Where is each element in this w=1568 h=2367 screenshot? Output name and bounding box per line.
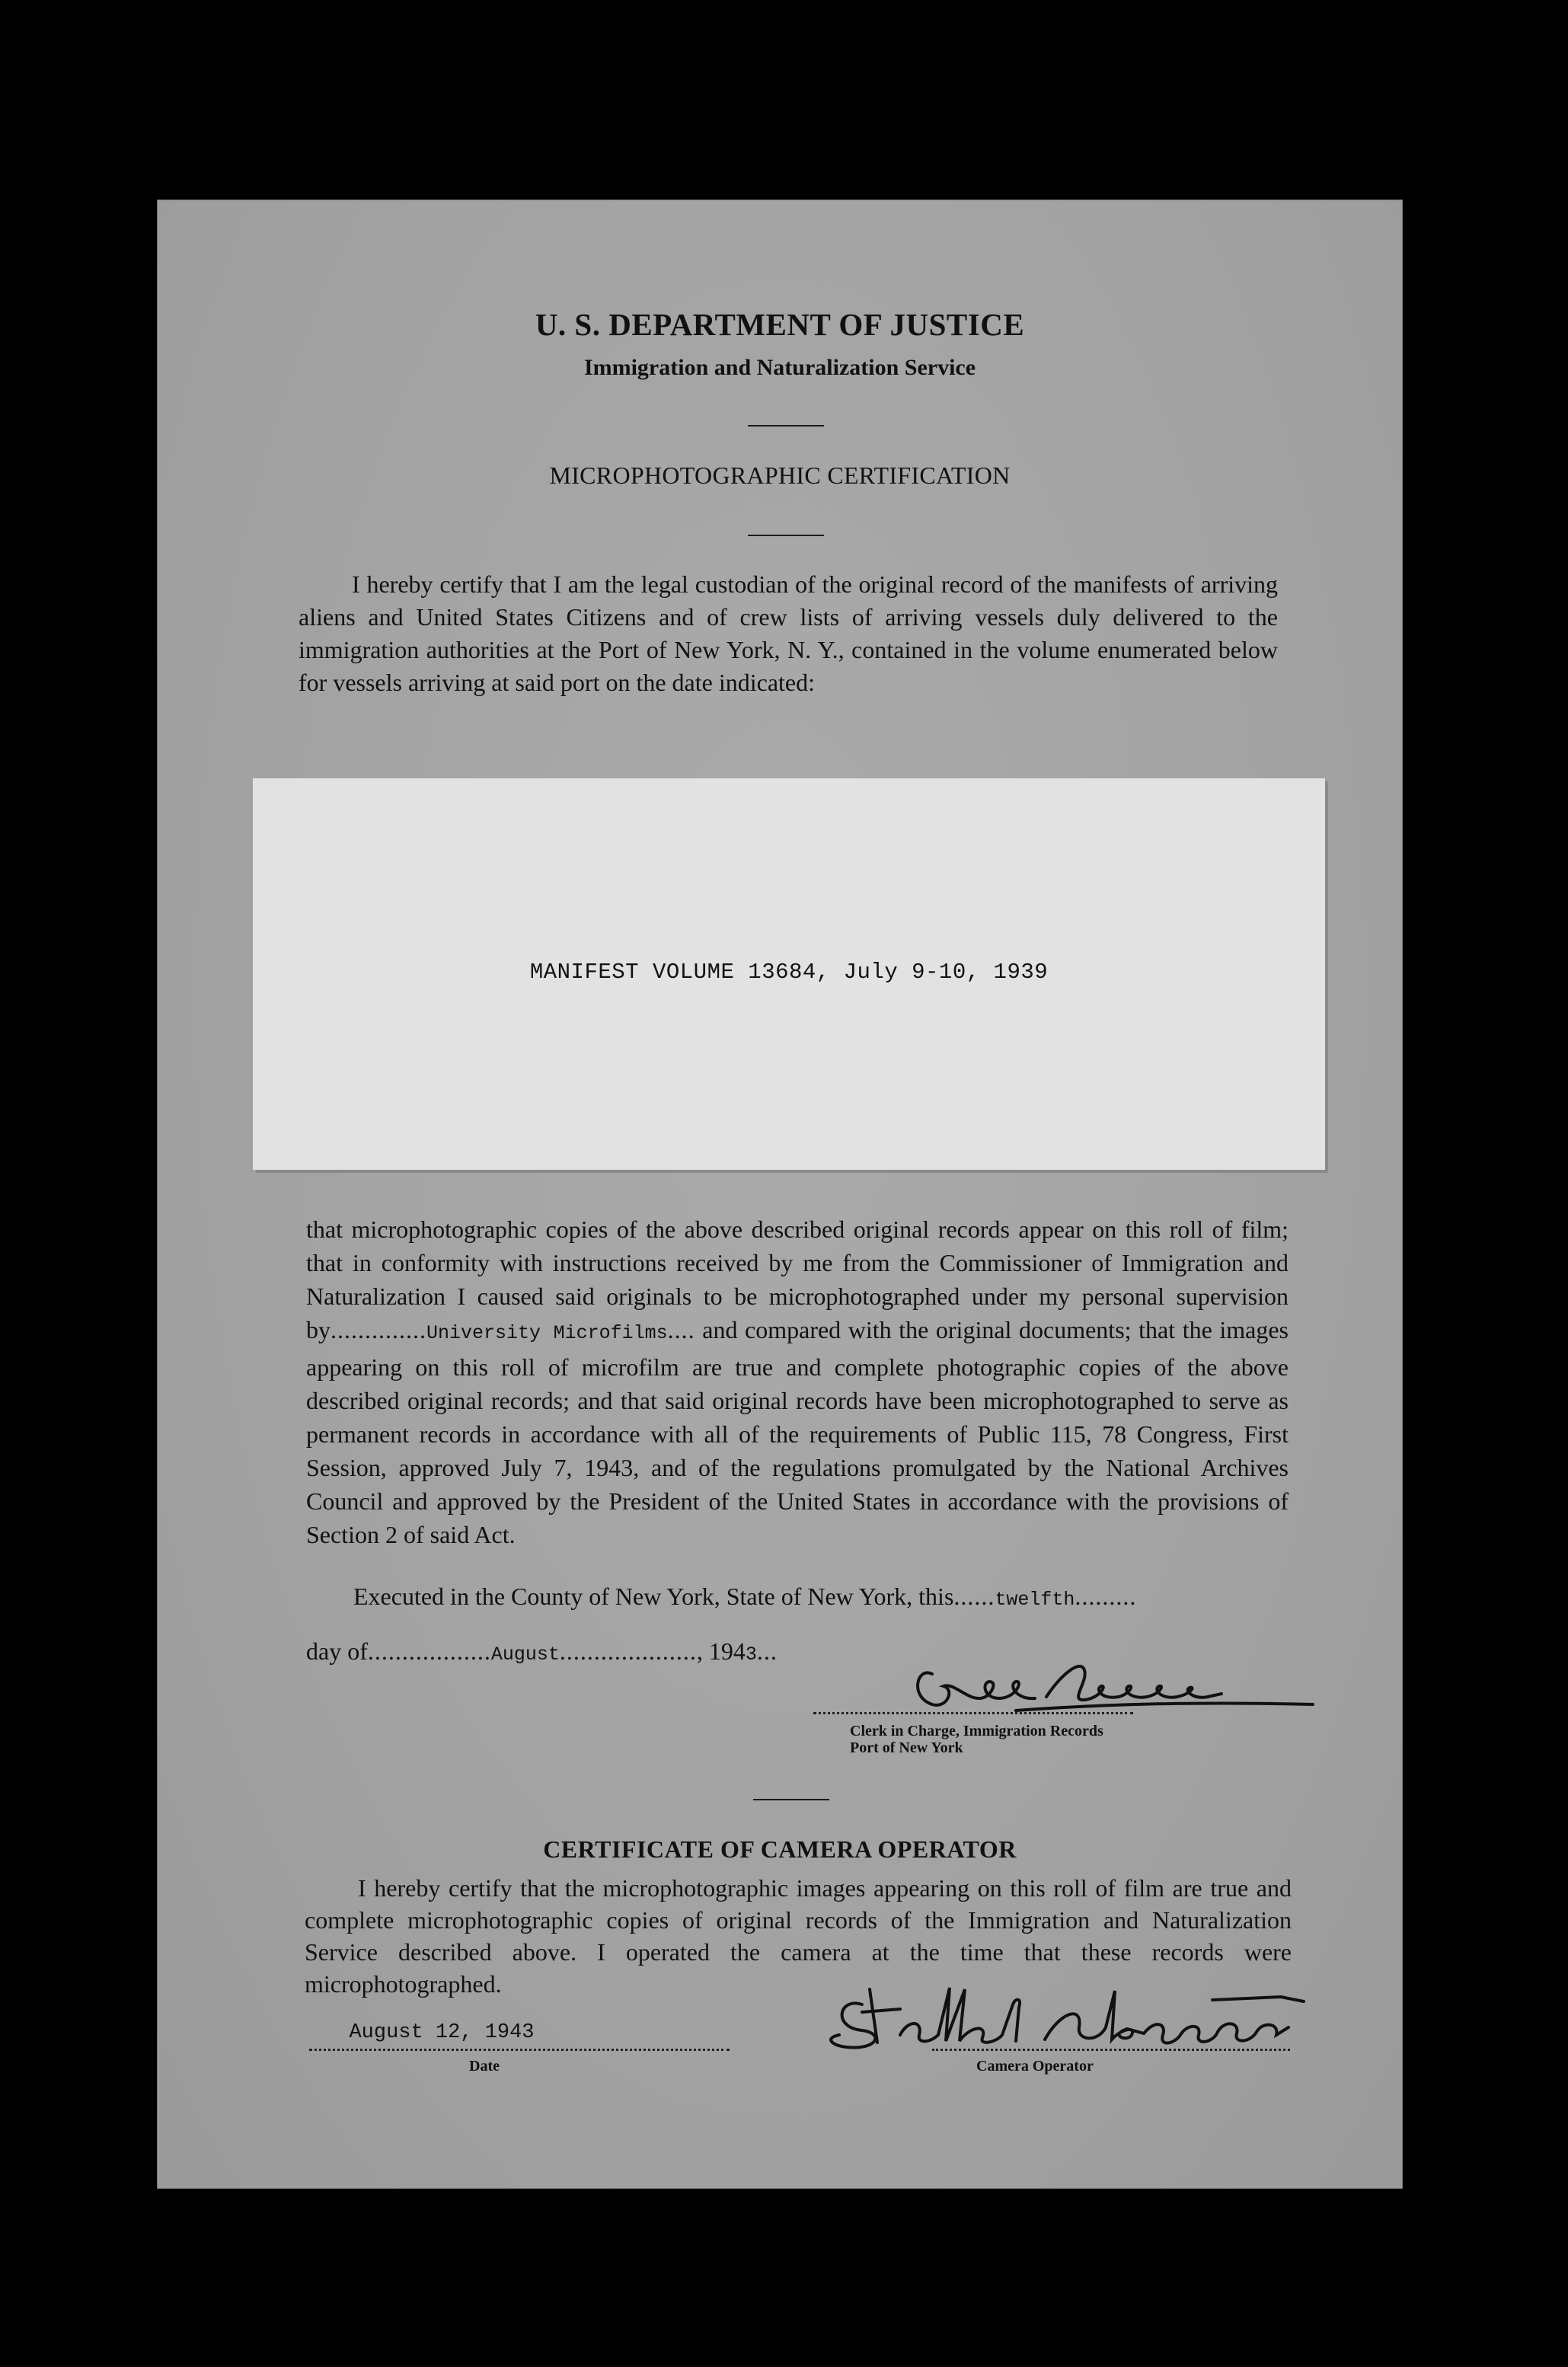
dotted-leader: .................. (367, 1637, 491, 1665)
day-of-prefix: day of (306, 1637, 368, 1665)
camera-operator-heading: CERTIFICATE OF CAMERA OPERATOR (543, 1835, 1017, 1863)
body-text-part-a: that microphotographic copies of the above described original records appear on this roll of film; that in conformity with instructions received by me from the Commissioner of Immigration and Naturalization I caused said originals to be microphotographed under my personal supervision by (306, 1215, 1289, 1343)
divider-rule (748, 535, 824, 536)
date-value: August 12, 1943 (349, 2021, 535, 2044)
divider-rule (753, 1799, 829, 1800)
year-digit: 3 (745, 1643, 757, 1666)
executed-line (353, 1583, 1136, 1611)
date-label: Date (469, 2058, 500, 2075)
day-of-month: August (490, 1643, 560, 1666)
dotted-leader: ......... (1075, 1583, 1137, 1610)
certification-heading: MICROPHOTOGRAPHIC CERTIFICATION (549, 462, 1011, 489)
clerk-title-label: Clerk in Charge, Immigration Records Port of New York (850, 1723, 1103, 1756)
executed-day: twelfth (995, 1589, 1075, 1611)
clerk-signature-line (813, 1712, 1133, 1714)
divider-rule (748, 425, 824, 426)
camera-operator-label: Camera Operator (976, 2058, 1094, 2075)
certification-body-paragraph (306, 1212, 1289, 1551)
department-title: U. S. DEPARTMENT OF JUSTICE (535, 307, 1025, 342)
dotted-leader: .... (667, 1316, 695, 1343)
year-prefix: , 194 (696, 1637, 746, 1665)
body-text-part-b: and compared with the original documents; that the images appearing on this roll of microfilm are true and complete photographic copies of the above described original records; and that said original records have been microphotographed to serve as permanent records in accordance with all of the requirements of Public 115, 78 Congress, First Session, approved July 7, 1943, and of the regulations promulgated by the National Archives Council and approved by the President of the United States in accordance with the provisions of Section 2 of said Act. (306, 1316, 1289, 1548)
service-subtitle: Immigration and Naturalization Service (583, 355, 976, 380)
camera-operator-line (932, 2049, 1290, 2051)
dotted-leader: .................... (559, 1637, 697, 1665)
dotted-leader: ... (756, 1637, 778, 1665)
dotted-leader: .............. (331, 1316, 426, 1343)
day-of-line (306, 1637, 778, 1666)
supervisor-name: University Microfilms (426, 1322, 668, 1344)
manifest-insert-card (253, 778, 1325, 1170)
dotted-leader: ...... (953, 1583, 995, 1610)
certificate-sheet (157, 200, 1403, 2189)
clerk-signature (902, 1651, 1328, 1727)
camera-operator-statement: I hereby certify that the microphotographic images appearing on this roll of film are true and complete microphotographic copies of original records of the Immigration and Naturalization Service described above. I operated the camera at the time that these records were microphotographed. (305, 1874, 1292, 1998)
camera-operator-signature (816, 1974, 1334, 2065)
manifest-volume-text: MANIFEST VOLUME 13684, July 9-10, 1939 (529, 960, 1049, 985)
executed-prefix: Executed in the County of New York, State of New York, this (353, 1583, 954, 1610)
date-line (309, 2049, 730, 2051)
intro-paragraph: I hereby certify that I am the legal custodian of the original record of the manifests of arriving aliens and United States Citizens and of crew lists of arriving vessels duly delivered to the immigration authorities at the Port of New York, N. Y., contained in the volume enumerated below for vessels arriving at said port on the date indicated: (299, 570, 1278, 696)
